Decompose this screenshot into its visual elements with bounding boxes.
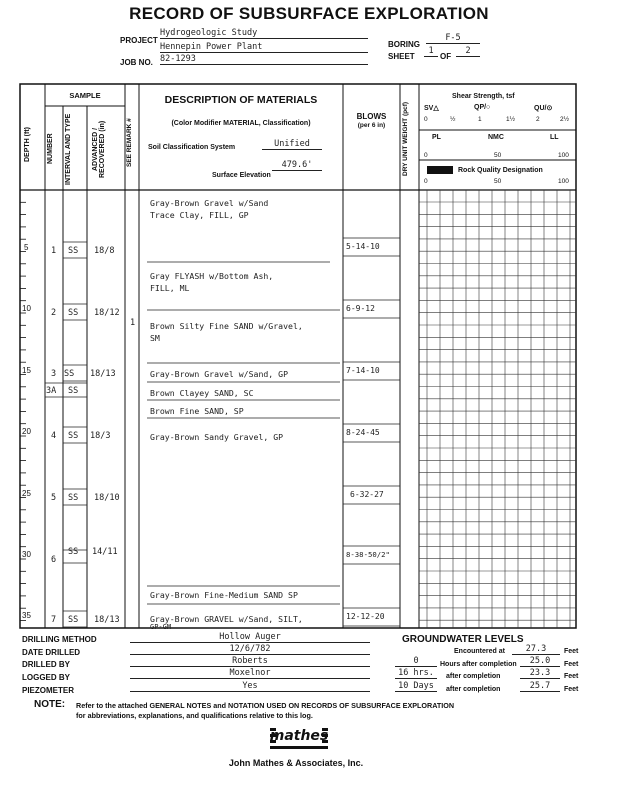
description-line: Gray-Brown Gravel w/Sand bbox=[150, 198, 269, 208]
page-title: RECORD OF SUBSURFACE EXPLORATION bbox=[129, 4, 489, 23]
blow-count: 8-24-45 bbox=[346, 428, 380, 437]
blow-count: 7-14-10 bbox=[346, 366, 380, 375]
sample-number: 3 bbox=[51, 369, 57, 379]
rqd-tick: 0 bbox=[424, 178, 428, 185]
sample-type: SS bbox=[68, 246, 79, 256]
drilling-method-value: Hollow Auger bbox=[130, 632, 370, 643]
logged-by-label: LOGGED BY bbox=[22, 673, 71, 682]
drilled-by-label: DRILLED BY bbox=[22, 660, 70, 669]
gw-unit: Feet bbox=[564, 673, 579, 680]
note-label: NOTE: bbox=[34, 699, 66, 710]
depth-mark: 5 bbox=[24, 243, 29, 252]
dry-unit-weight-header: DRY UNIT WEIGHT (pcf) bbox=[402, 101, 409, 177]
job-no-value: 82-1293 bbox=[160, 54, 368, 65]
sample-recovered: 18/13 bbox=[90, 369, 116, 379]
gw-label: after completion bbox=[446, 673, 501, 680]
description-line: Gray-Brown Gravel w/Sand, GP bbox=[150, 369, 289, 379]
gw-unit: Feet bbox=[564, 661, 579, 668]
sample-recovered: 18/10 bbox=[94, 493, 120, 503]
rqd-tick: 100 bbox=[558, 178, 569, 185]
remark-mark: 1 bbox=[130, 318, 136, 328]
depth-mark: 30 bbox=[22, 550, 31, 559]
blow-count: 8-38-50/2" bbox=[346, 550, 390, 559]
sample-number: 2 bbox=[51, 308, 57, 318]
description-line: Gray FLYASH w/Bottom Ash, bbox=[150, 271, 274, 281]
gw-unit: Feet bbox=[564, 686, 579, 693]
gw-value: 25.7 bbox=[520, 681, 560, 692]
moist-tick: 100 bbox=[558, 152, 569, 159]
rqd-label: Rock Quality Designation bbox=[458, 167, 543, 174]
moist-tick: 0 bbox=[424, 152, 428, 159]
sample-number: 5 bbox=[51, 493, 57, 503]
sample-recovered: 18/13 bbox=[94, 615, 120, 625]
blow-count: 6-32-27 bbox=[350, 490, 384, 499]
boring-label: BORING bbox=[388, 40, 420, 49]
description-line: Gray-Brown GRAVEL w/Sand, SILT, bbox=[150, 614, 303, 624]
project-line-2: Hennepin Power Plant bbox=[160, 42, 368, 53]
sample-type: SS bbox=[68, 615, 79, 625]
sample-recovered: 18/12 bbox=[94, 308, 120, 318]
sample-type: SS bbox=[68, 308, 79, 318]
shear-strength-title: Shear Strength, tsf bbox=[452, 93, 515, 100]
date-drilled-value: 12/6/782 bbox=[130, 644, 370, 655]
nmc-label: NMC bbox=[488, 134, 504, 141]
depth-mark: 35 bbox=[22, 611, 31, 620]
shear-tick: 2½ bbox=[560, 116, 570, 123]
shear-sv-label: SV△ bbox=[424, 105, 439, 112]
sheet-number: 1 bbox=[424, 46, 438, 57]
blow-count: 6-9-12 bbox=[346, 304, 375, 313]
drilling-method-label: DRILLING METHOD bbox=[22, 635, 97, 644]
sample-type: SS bbox=[68, 386, 79, 396]
gw-value: 27.3 bbox=[512, 644, 560, 655]
description-line: Brown Silty Fine SAND w/Gravel, bbox=[150, 321, 303, 331]
blow-count: 5-14-10 bbox=[346, 242, 380, 251]
sample-recovered: 14/11 bbox=[92, 547, 118, 557]
sample-recovered: 18/8 bbox=[94, 246, 115, 256]
gw-value: 25.0 bbox=[520, 656, 560, 667]
sheet-label: SHEET bbox=[388, 52, 415, 61]
blow-count: 12-12-20 bbox=[346, 612, 385, 621]
description-line: Brown Fine SAND, SP bbox=[150, 406, 244, 416]
modifier-subheader: (Color Modifier MATERIAL, Classification) bbox=[171, 120, 311, 127]
sample-type: SS bbox=[68, 547, 79, 557]
soil-class-value: Unified bbox=[262, 139, 322, 150]
boring-value: F-5 bbox=[426, 33, 480, 44]
job-no-label: JOB NO. bbox=[120, 58, 153, 67]
gw-label: Encountered at bbox=[454, 648, 505, 655]
piezometer-label: PIEZOMETER bbox=[22, 686, 75, 695]
blows-subheader: (per 6 in) bbox=[357, 122, 386, 129]
shear-tick: 1 bbox=[478, 116, 482, 123]
sample-recovered: 18/3 bbox=[90, 431, 111, 441]
logo-text: mathes bbox=[270, 728, 328, 744]
description-line: FILL, ML bbox=[150, 283, 190, 293]
shear-tick: 2 bbox=[536, 116, 540, 123]
surface-elevation-value: 479.6' bbox=[272, 160, 322, 171]
description-line: Trace Clay, FILL, GP bbox=[150, 210, 249, 220]
shear-tick: ½ bbox=[450, 116, 456, 123]
description-line: SM bbox=[150, 333, 160, 343]
description-line: Gray-Brown Sandy Gravel, GP bbox=[150, 432, 284, 442]
drilled-by-value: Roberts bbox=[130, 656, 370, 667]
surface-elevation-label: Surface Elevation bbox=[212, 172, 271, 179]
sheet-total: 2 bbox=[456, 46, 480, 57]
groundwater-title: GROUNDWATER LEVELS bbox=[402, 634, 524, 645]
rqd-tick: 50 bbox=[494, 178, 502, 185]
project-line-1: Hydrogeologic Study bbox=[160, 28, 368, 39]
advanced-col-header: ADVANCED / RECOVERED (in) bbox=[92, 120, 106, 178]
shear-tick: 1½ bbox=[506, 116, 516, 123]
blows-col-header: BLOWS bbox=[356, 112, 387, 121]
note-text: Refer to the attached GENERAL NOTES and NOTATION USED ON RECORDS OF SUBSURFACE EXPLORATION bbox=[76, 701, 455, 710]
sample-number: 1 bbox=[51, 246, 57, 256]
gw-pre: 10 Days bbox=[395, 681, 437, 692]
ll-label: LL bbox=[550, 134, 559, 141]
soil-class-label: Soil Classification System bbox=[148, 144, 236, 151]
sample-col-header: SAMPLE bbox=[69, 91, 101, 100]
sample-type: SS bbox=[68, 431, 79, 441]
company-name: John Mathes & Associates, Inc. bbox=[228, 758, 364, 768]
gw-unit: Feet bbox=[564, 648, 579, 655]
description-col-header: DESCRIPTION OF MATERIALS bbox=[164, 94, 318, 106]
depth-mark: 20 bbox=[22, 427, 31, 436]
sample-number: 7 bbox=[51, 615, 57, 625]
pl-label: PL bbox=[432, 134, 441, 141]
shear-qu-label: QU/⊙ bbox=[534, 105, 553, 112]
gw-pre: 0 bbox=[395, 656, 437, 667]
number-col-header: NUMBER bbox=[47, 133, 54, 165]
company-logo bbox=[270, 726, 328, 750]
gw-value: 23.3 bbox=[520, 668, 560, 679]
gw-label: Hours after completion bbox=[440, 661, 517, 668]
depth-mark: 25 bbox=[22, 489, 31, 498]
sample-type: SS bbox=[68, 493, 79, 503]
sample-type: SS bbox=[64, 369, 75, 379]
of-label: OF bbox=[440, 52, 452, 61]
moist-tick: 50 bbox=[494, 152, 502, 159]
piezometer-value: Yes bbox=[130, 681, 370, 692]
interval-col-header: INTERVAL AND TYPE bbox=[65, 113, 72, 185]
sample-number: 4 bbox=[51, 431, 57, 441]
description-line: Gray-Brown Fine-Medium SAND SP bbox=[150, 590, 298, 600]
sample-number: 6 bbox=[51, 555, 57, 565]
description-line: GP-GM bbox=[150, 623, 172, 631]
project-label: PROJECT bbox=[120, 36, 158, 45]
gw-pre: 16 hrs. bbox=[395, 668, 437, 679]
depth-col-header: DEPTH (ft) bbox=[24, 127, 31, 163]
note-text: for abbreviations, explanations, and qualifications relative to this log. bbox=[76, 711, 313, 720]
sample-number: 3A bbox=[46, 386, 57, 396]
description-line: Brown Clayey SAND, SC bbox=[150, 388, 254, 398]
remark-col-header: SEE REMARK # bbox=[126, 118, 133, 168]
depth-mark: 10 bbox=[22, 304, 31, 313]
logo-graphic bbox=[270, 726, 328, 750]
gw-label: after completion bbox=[446, 686, 501, 693]
depth-mark: 15 bbox=[22, 366, 31, 375]
shear-qp-label: QP/○ bbox=[474, 104, 491, 111]
date-drilled-label: DATE DRILLED bbox=[22, 648, 81, 657]
shear-tick: 0 bbox=[424, 116, 428, 123]
logged-by-value: Moxelnor bbox=[130, 668, 370, 679]
